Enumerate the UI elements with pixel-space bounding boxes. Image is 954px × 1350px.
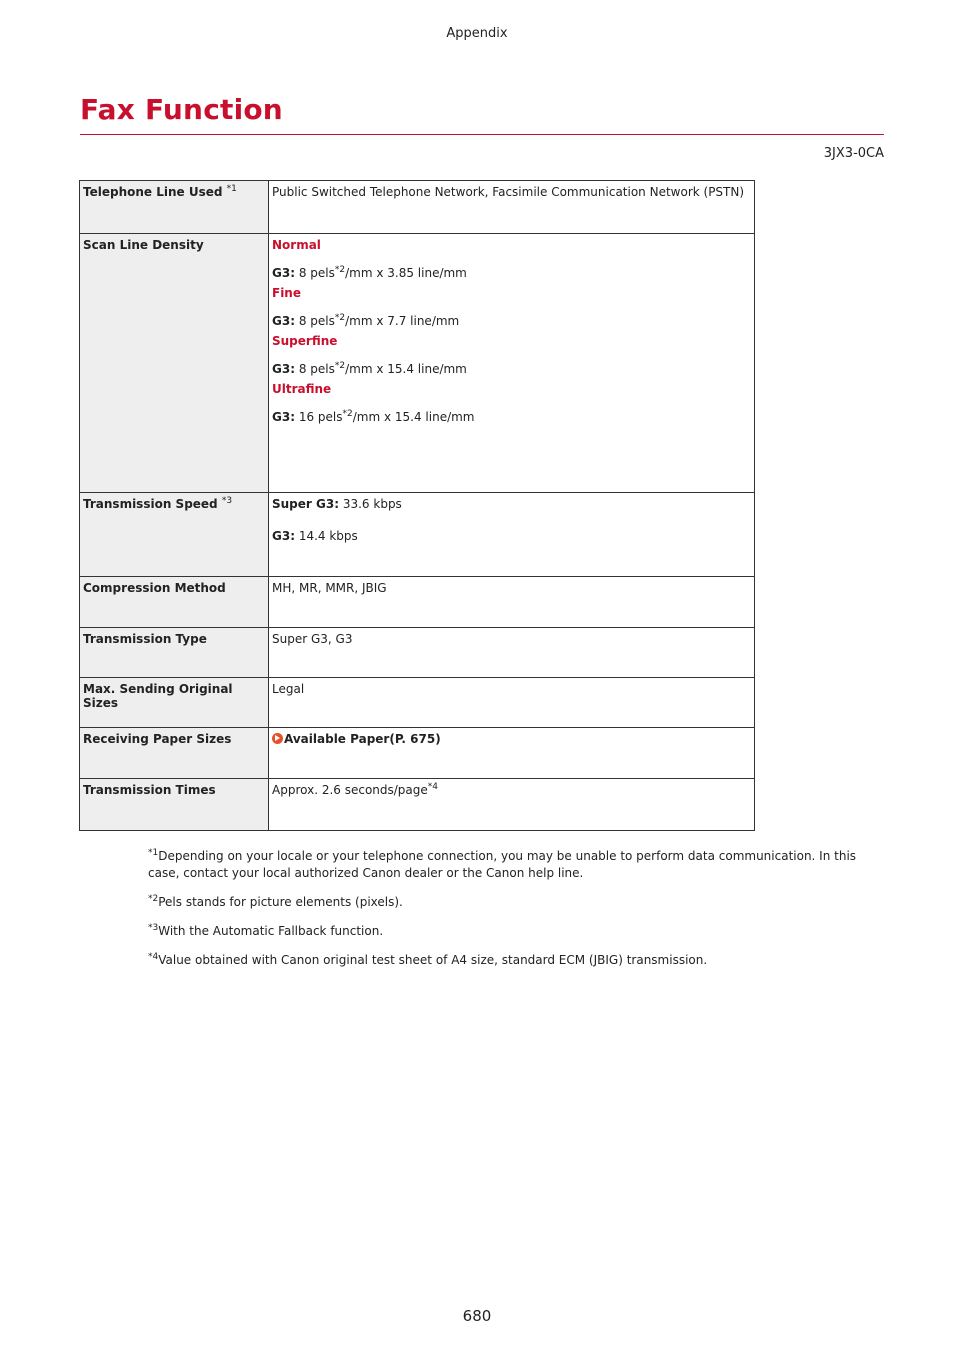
mode-name: Superfine <box>272 334 338 348</box>
density-mode <box>272 286 751 328</box>
row-value <box>269 234 755 493</box>
density-mode <box>272 238 751 280</box>
row-label: Receiving Paper Sizes <box>80 728 269 779</box>
footnote: $^{*4}$Value obtained with Canon original test sheet of A4 size, standard ECM (JBIG) transmission. <box>148 952 708 967</box>
row-value: Public Switched Telephone Network, Facsimile Communication Network (PSTN) <box>269 181 755 234</box>
title-divider <box>80 134 884 135</box>
row-label: Scan Line Density <box>80 234 269 493</box>
table-row <box>80 678 755 728</box>
fax-spec-table <box>79 180 755 831</box>
table-row <box>80 181 755 234</box>
row-value: MH, MR, MMR, JBIG <box>269 577 755 628</box>
footnote-ref: *1 <box>226 184 237 194</box>
row-label: Transmission Speed $^{*3}$ <box>80 493 269 577</box>
row-value: Super G3, G3 <box>269 628 755 678</box>
mode-name: Fine <box>272 286 301 300</box>
footnote-ref: *4 <box>427 782 439 792</box>
table-row <box>80 628 755 678</box>
row-value: Approx. 2.6 seconds/page$^{*4}$ <box>269 779 755 831</box>
row-label: Telephone Line Used $^{*1}$ <box>80 181 269 234</box>
speed-line: G3: 14.4 kbps <box>272 529 358 543</box>
row-value <box>269 493 755 577</box>
speed-line: Super G3: 33.6 kbps <box>272 497 402 511</box>
footnote: $^{*1}$Depending on your locale or your telephone connection, you may be unable to perform data communication. In this case, contact your local authorized Canon dealer or the Canon help line. <box>148 848 857 880</box>
density-mode <box>272 334 751 376</box>
available-paper-link[interactable]: Available Paper(P. 675) <box>272 732 441 746</box>
mode-name: Normal <box>272 238 321 252</box>
table-row <box>80 577 755 628</box>
page-number: 680 <box>462 1307 492 1325</box>
mode-name: Ultrafine <box>272 382 332 396</box>
table-row <box>80 728 755 779</box>
mode-spec: G3: 8 pels$^{*2}$/mm x 15.4 line/mm <box>272 361 467 376</box>
row-label: Max. Sending Original Sizes <box>80 678 269 728</box>
running-header: Appendix <box>446 26 508 41</box>
mode-spec: G3: 8 pels$^{*2}$/mm x 3.85 line/mm <box>272 265 467 280</box>
footnote-ref: *3 <box>221 496 233 506</box>
row-label: Transmission Times <box>80 779 269 831</box>
table-row <box>80 234 755 493</box>
table-row <box>80 779 755 831</box>
mode-spec: G3: 8 pels$^{*2}$/mm x 7.7 line/mm <box>272 313 460 328</box>
row-label: Compression Method <box>80 577 269 628</box>
footnote: $^{*3}$With the Automatic Fallback function. <box>148 923 384 938</box>
density-mode <box>272 382 751 424</box>
footnotes <box>148 848 878 981</box>
page-title: Fax Function <box>80 93 283 126</box>
row-value <box>269 728 755 779</box>
footnote: $^{*2}$Pels stands for picture elements (pixels). <box>148 894 403 909</box>
document-id: 3JX3-0CA <box>823 146 884 161</box>
row-value: Legal <box>269 678 755 728</box>
table-row <box>80 493 755 577</box>
row-label: Transmission Type <box>80 628 269 678</box>
mode-spec: G3: 16 pels$^{*2}$/mm x 15.4 line/mm <box>272 409 475 424</box>
arrow-circle-icon <box>272 733 283 744</box>
